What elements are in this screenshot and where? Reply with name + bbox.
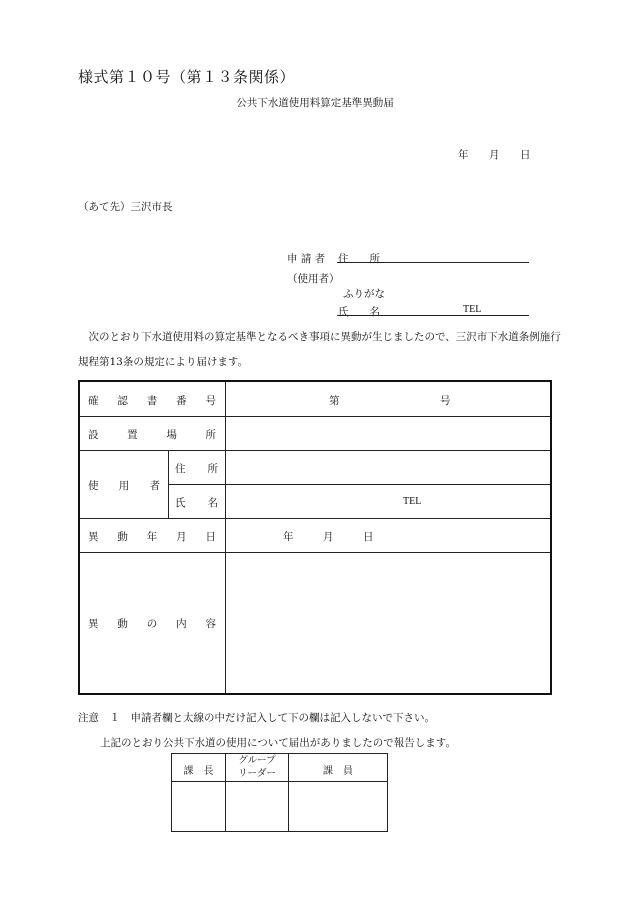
note: 注意 １ 申請者欄と太線の中だけ記入して下の欄は記入しないで下さい。 xyxy=(78,712,435,724)
col-divider xyxy=(168,450,169,518)
applicant-tel-label: TEL xyxy=(463,304,482,315)
change-date-month: 月 xyxy=(323,531,334,543)
applicant-address-label: 住 所 xyxy=(338,253,380,265)
group-leader-label: グループ リーダー xyxy=(237,755,276,779)
report-text: 上記のとおり公共下水道の使用について届出がありましたので報告します。 xyxy=(100,737,456,749)
user-label: 使 用 者 xyxy=(88,480,160,492)
user-address-label: 住 所 xyxy=(175,463,218,475)
change-date-year: 年 xyxy=(283,531,294,543)
staff-label: 課 員 xyxy=(323,766,353,777)
section-chief-stamp-field[interactable] xyxy=(172,782,225,831)
form-number: 様式第１０号（第１３条関係） xyxy=(78,68,296,86)
applicant-role-label: 申 請 者 xyxy=(287,253,326,265)
applicant-furigana-label: ふりがな xyxy=(343,288,385,300)
confirm-number-label: 確 認 書 番 号 xyxy=(88,395,216,407)
body-text-line2: 規程第13条の規定により届けます。 xyxy=(78,356,249,368)
location-field[interactable] xyxy=(226,417,550,450)
user-name-label: 氏 名 xyxy=(175,497,218,509)
addressee: （あて先）三沢市長 xyxy=(78,201,173,213)
applicant-address-underline xyxy=(337,262,529,263)
document-title: 公共下水道使用料算定基準異動届 xyxy=(236,97,394,109)
applicant-name-label: 氏 名 xyxy=(338,306,380,318)
user-tel-label: TEL xyxy=(403,496,422,507)
row-divider xyxy=(80,518,550,519)
body-text-line1: 次のとおり下水道使用料の算定基準となるべき事項に異動が生じましたので、三沢市下水道条例施行 xyxy=(78,331,561,343)
confirm-number-prefix: 第 xyxy=(329,395,340,407)
form-table xyxy=(78,380,552,695)
change-content-field[interactable] xyxy=(226,553,550,693)
location-label: 設 置 場 所 xyxy=(88,429,216,441)
applicant-role-note: （使用者） xyxy=(287,273,340,285)
date-day-label: 日 xyxy=(520,149,531,161)
section-chief-label: 課 長 xyxy=(183,766,214,777)
change-date-label: 異 動 年 月 日 xyxy=(88,531,216,543)
applicant-name-underline xyxy=(337,315,529,316)
change-date-day: 日 xyxy=(363,531,374,543)
group-leader-stamp-field[interactable] xyxy=(226,782,288,831)
user-address-field[interactable] xyxy=(226,451,550,484)
approval-table xyxy=(171,753,388,832)
date-year-label: 年 xyxy=(458,149,469,161)
staff-stamp-field[interactable] xyxy=(289,782,387,831)
date-month-label: 月 xyxy=(489,149,500,161)
confirm-number-suffix: 号 xyxy=(440,395,451,407)
change-content-label: 異 動 の 内 容 xyxy=(88,618,216,630)
